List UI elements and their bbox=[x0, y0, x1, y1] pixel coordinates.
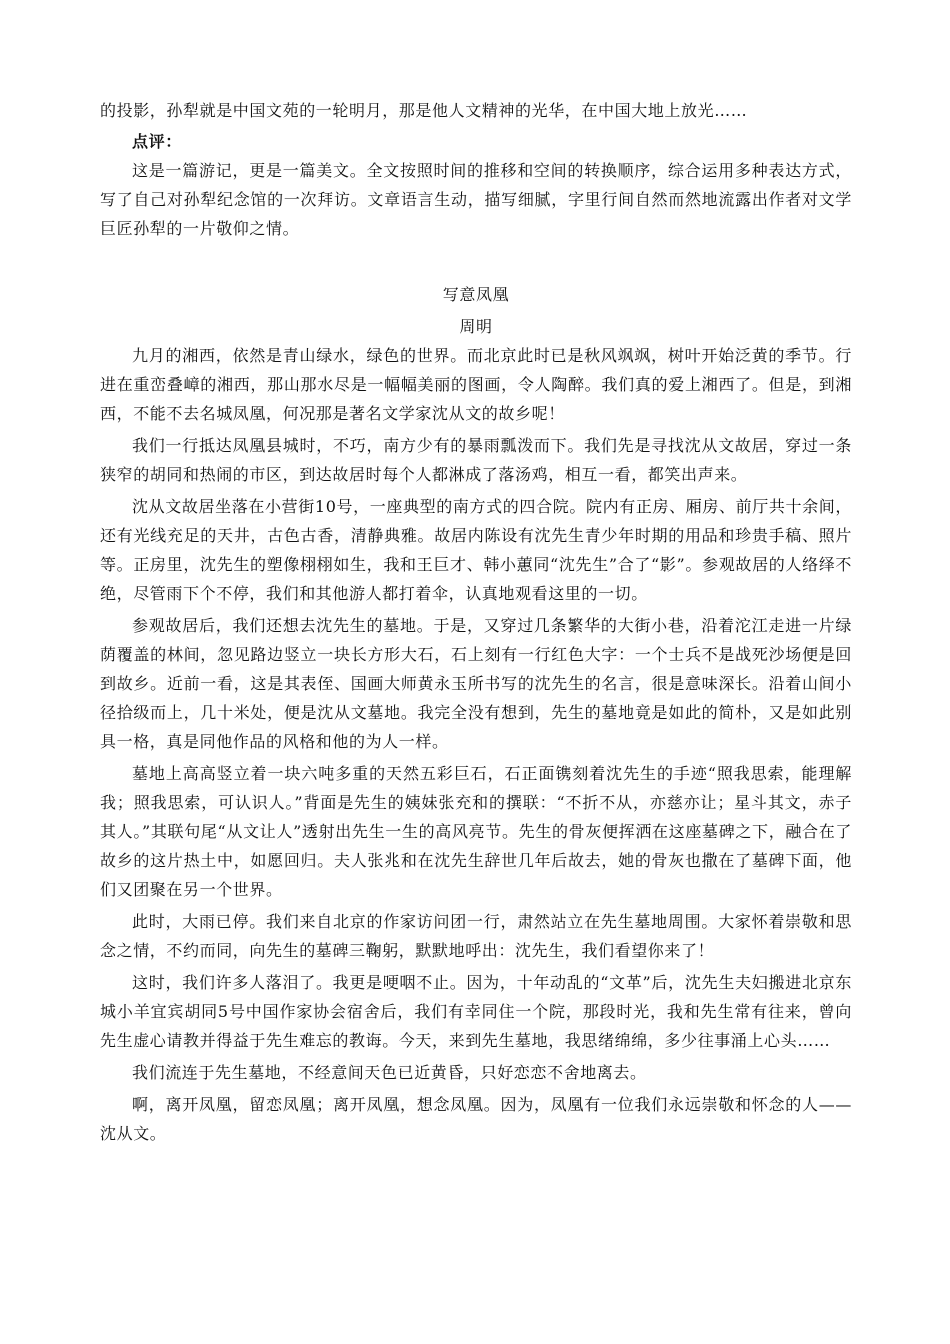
article-author: 周明 bbox=[459, 317, 493, 336]
article-paragraph: 啊，离开凤凰，留恋凤凰；离开凤凰，想念凤凰。因为，凤凰有一位我们永远崇敬和怀念的人——沈从文。 bbox=[100, 1095, 852, 1143]
article-paragraph: 九月的湘西，依然是青山绿水，绿色的世界。而北京此时已是秋风飒飒，树叶开始泛黄的季节。行进在重峦叠嶂的湘西，那山那水尽是一幅幅美丽的图画，令人陶醉。我们真的爱上湘西了。但是，到湘西，不能不去名城凤凰，何况那是著名文学家沈从文的故乡呢！ bbox=[100, 346, 852, 423]
article-paragraph: 沈从文故居坐落在小营街10号，一座典型的南方式的四合院。院内有正房、厢房、前厅共十余间，还有光线充足的天井，古色古香，清静典雅。故居内陈设有沈先生青少年时期的用品和珍贵手稿、照片等。正房里，沈先生的塑像栩栩如生，我和王巨才、韩小蕙同“沈先生”合了“影”。参观故居的人络绎不绝，尽管雨下个不停，我们和其他游人都打着伞，认真地观看这里的一切。 bbox=[100, 497, 852, 603]
comment-heading: 点评： bbox=[132, 132, 182, 151]
article-paragraph: 墓地上高高竖立着一块六吨多重的天然五彩巨石，石正面镌刻着沈先生的手迹“照我思索，能理解我；照我思索，可认识人。”背面是先生的姨妹张充和的撰联：“不折不从，亦慈亦让；星斗其文，赤子其人。”其联句尾“从文让人”透射出先生一生的高风亮节。先生的骨灰便挥洒在这座墓碑之下，融合在了故乡的这片热土中，如愿回归。夫人张兆和在沈先生辞世几年后故去，她的骨灰也撒在了墓碑下面，他们又团聚在另一个世界。 bbox=[100, 764, 852, 899]
document-page bbox=[100, 96, 852, 1148]
article-title: 写意凤凰 bbox=[442, 285, 510, 304]
article-paragraph: 参观故居后，我们还想去沈先生的墓地。于是，又穿过几条繁华的大街小巷，沿着沱江走进一片绿荫覆盖的林间，忽见路边竖立一块长方形大石，石上刻有一行红色大字：一个士兵不是战死沙场便是回到故乡。近前一看，这是其表侄、国画大师黄永玉所书写的沈先生的名言，很是意味深长。沿着山间小径拾级而上，几十米处，便是沈从文墓地。我完全没有想到，先生的墓地竟是如此的简朴，又是如此别具一格，真是同他作品的风格和他的为人一样。 bbox=[100, 616, 852, 751]
article-paragraph: 此时，大雨已停。我们来自北京的作家访问团一行，肃然站立在先生墓地周围。大家怀着崇敬和思念之情，不约而同，向先生的墓碑三鞠躬，默默地呼出：沈先生，我们看望你来了！ bbox=[100, 912, 852, 960]
article-paragraph: 我们一行抵达凤凰县城时，不巧，南方少有的暴雨瓢泼而下。我们先是寻找沈从文故居，穿过一条狭窄的胡同和热闹的市区，到达故居时每个人都淋成了落汤鸡，相互一看，都笑出声来。 bbox=[100, 436, 852, 484]
comment-paragraph: 这是一篇游记，更是一篇美文。全文按照时间的推移和空间的转换顺序，综合运用多种表达方式，写了自己对孙犁纪念馆的一次拜访。文章语言生动，描写细腻，字里行间自然而然地流露出作者对文学巨匠孙犁的一片敬仰之情。 bbox=[100, 161, 852, 238]
article-paragraph: 我们流连于先生墓地，不经意间天色已近黄昏，只好恋恋不舍地离去。 bbox=[132, 1063, 647, 1082]
article-paragraph: 这时，我们许多人落泪了。我更是哽咽不止。因为，十年动乱的“文革”后，沈先生夫妇搬进北京东城小羊宜宾胡同5号中国作家协会宿舍后，我们有幸同住一个院，那段时光，我和先生常有往来，曾向先生虚心请教并得益于先生难忘的教诲。今天，来到先生墓地，我思绪绵绵，多少往事涌上心头…… bbox=[100, 973, 852, 1050]
previous-text-continuation: 的投影，孙犁就是中国文苑的一轮明月，那是他人文精神的光华，在中国大地上放光…… bbox=[100, 101, 748, 120]
